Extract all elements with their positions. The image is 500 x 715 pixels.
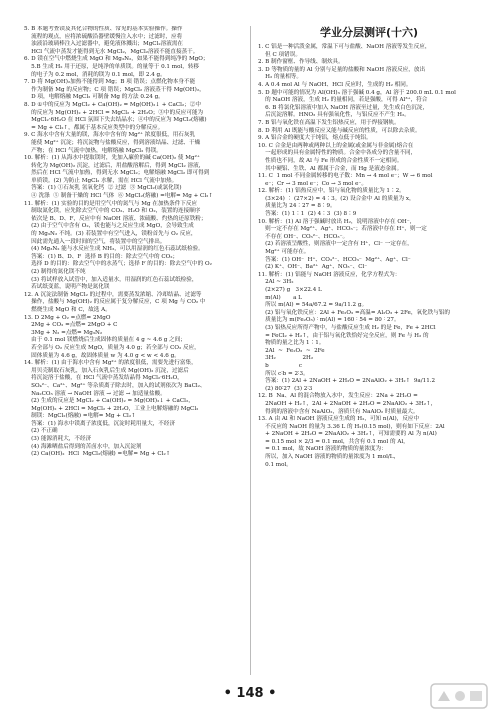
text-line: 3. D 等物质的量的 Al 分别与足量的盐酸和 NaOH 溶液反应，放出 — [258, 66, 426, 73]
text-line: 7. D 将 Mg(OH)₂加热不能得到 Mg；B 项 错误；点燃化物本身不能 — [24, 79, 196, 86]
text-line: 2Mg + CO₂ =点燃= 2MgO + C — [24, 322, 118, 329]
text-line: 14. 解析：(1) 由于海水中含有 Mg²⁺ 的浓度很低，需要先进行富集， — [24, 360, 197, 367]
text-line: 6. D 镁在空气中燃烧生成 MgO 和 Mg₃N₂，如果不能得到纯净的 MgO； — [24, 56, 209, 63]
text-line: 2NaOH + H₂↑，2Al + 2NaOH + 2H₂O = 2NaAlO₂ + 3H₂↑， — [258, 400, 437, 407]
text-line: 答案：(1) B、D、F 选择 B 的目的：除去空气中的 CO₂； — [24, 253, 179, 260]
text-line: + 2NaOH + 2H₂O = 2NaAlO₂ + 3H₂↑，可知需要的 Al 为 n(Al) — [258, 431, 437, 438]
right-column — [258, 26, 480, 681]
text-line: 1. C 铝是一种活泼金属，常温下可与盐酸、NaOH 溶液等发生反应， — [258, 44, 431, 50]
text-line: 答案：(1) 海水中镁离子浓度低，沉淀时耗用量大，不经济 — [24, 420, 176, 427]
text-line: 12. 解析：(1) 铝热反应中，铝与氧化物的质量比为 1∶2。 — [258, 188, 405, 195]
text-line: 若试纸变蓝，说明产物是氮化镁 — [24, 284, 110, 291]
text-line: (2) 铝与氧化铁反应：2Al + Fe₂O₃ =高温= Al₂O₃ + 2Fe，氧化铁与铝的 — [258, 309, 451, 316]
text-line: 的 Mg₃N₂ 不纯。(3) 若装置中有空气进入，镁粉首先与 O₂ 反应， — [24, 231, 197, 238]
text-line: 一起形成的具有金属特性的物质。合金中各成分的含量不同， — [258, 150, 417, 157]
text-line: 后沉淀溶解。HNO₃ 具有强氧化性，与铝反应不产生 H₂。 — [258, 112, 410, 119]
text-line: 10. 解析：(1) Al 溶于强碱时放出 H₂，说明溶液中存在 OH⁻， — [258, 218, 416, 225]
text-line: 制取氮化镁，应先除去空气中的 CO₂、H₂O 和 O₂，装置的连接顺序 — [24, 208, 201, 215]
text-line: 答案：(1) OH⁻ H⁺、CO₃²⁻、HCO₃⁻ Mg²⁺、Ag⁺、Cl⁻ — [258, 256, 411, 263]
text-line: 所以 m(Al) = 54a/67.2 = 9a/11.2 g。 — [258, 302, 368, 309]
text-line: (2) 由于空气中含有 O₂，镁也能与之反应生成 MgO，会导致生成 — [24, 223, 194, 230]
text-line: 不存在 OH⁻、CO₃²⁻、HCO₃⁻。 — [258, 233, 349, 240]
text-line: 2Al ~ Fe₂O₃ ~ 2Fe — [258, 347, 325, 354]
text-line: 5. B 本题考查镁及其化合物的性质、常见的基本实验操作。操作 — [24, 26, 183, 32]
text-line: 流程的观点，应将浓硫酸沿器壁缓慢注入水中；过滤时，应将 — [24, 33, 183, 40]
text-line: 的 NaOH 溶液，生成 H₂ 的量相同，若是强酸，可得 Al³⁺，符合 — [258, 97, 428, 104]
text-line: 12. B Na、Al 的混合物放入水中，发生反应：2Na + 2H₂O = — [258, 393, 418, 400]
text-line: e⁻；Cr → 3 mol e⁻；Co → 3 mol e⁻。 — [258, 180, 367, 187]
text-line: 物质的量之比为 1∶1。 — [258, 340, 325, 347]
text-line: 答案：(1) 1∶1 (2) 4∶3 (3) 8∶9 — [258, 211, 357, 218]
text-line: 然后在 HCl 气流中加热，得到无水 MgCl₂；电解熔融 MgCl₂ 即可得到 — [24, 170, 210, 177]
text-line: 11. 解析：(1) 铝能与 NaOH 溶液反应，化学方程式为： — [258, 271, 401, 278]
text-line: = FeCl₂ + H₂↑，由于铝与氧化铁恰好完全反应，则 Fe 与 H₂ 的 — [258, 332, 429, 339]
text-line: 9. C 海水中含有大量的镁，海水中含有的 Mg²⁺ 浓度很低，用石灰乳 — [24, 132, 196, 139]
text-line: (4) 海滩晒盐后得到的苦卤水中，加入沉淀剂 — [24, 443, 142, 450]
text-line: 9. A 铝合金的硬度大于纯铝，熔点低于纯铝。 — [258, 135, 372, 142]
text-line: (3) 将试样放入试管中，加入适量水，用湿润的红色石蕊试纸检验， — [24, 276, 198, 283]
text-line: = 0.15 mol × 2/3 = 0.1 mol，共含有 0.1 mol 的 Al， — [258, 438, 409, 445]
text-line: Mg(OH)₂ + 2HCl = MgCl₂ + 2H₂O，工业上电解熔融的 MgCl₂ — [24, 405, 199, 412]
text-line: 2. B 制作窗框、作导线、制炊具。 — [258, 59, 344, 66]
text-line: 的电子为 0.2 mol，消耗的镁为 0.1 mol，即 2.4 g。 — [24, 71, 166, 78]
text-line: 若全部与 O₂ 反应生成 MgO，质量为 4.0 g；若全部与 CO₂ 反应， — [24, 344, 200, 351]
text-line: (2) 不正确 — [24, 428, 58, 435]
text-line: 8. D 利用 Al 既能与酸反应又能与碱反应的性质，可以除去杂质。 — [258, 127, 421, 134]
text-line: 3Mg + N₂ =点燃= Mg₃N₂ — [24, 329, 103, 336]
text-line: 作为制备 Mg 的反应物；C 项 错误；MgCl₂ 溶液蒸干得 Mg(OH)₂， — [24, 86, 205, 93]
text-line: 13. A 由 Al 和 NaOH 溶液反应生成的 H₂，可知 n(Al)，反应中 — [258, 416, 420, 423]
text-line: 5. D 题中可能的情况为 Al(OH)₃ 溶于强碱 0.4 g，Al 溶于 200.0 mL 0.1 mol — [258, 89, 456, 96]
text-line: 性质也不同，故 Al 与 Fe 形成的合金性质不一定相同。 — [258, 157, 403, 164]
section-title: 学业分层测评(十六) — [319, 26, 419, 39]
text-line: HCl 气流中蒸发才能得到无水 MgCl₂，MgCl₂溶液不能直接蒸干。 — [24, 48, 199, 55]
text-line: (2×27) g 3×22.4 L — [258, 287, 322, 293]
text-line: = 0.1 mol，故 NaOH 溶液的物质的量浓度为： — [258, 446, 387, 453]
text-line: 得到的溶液中含有 NaAlO₂，溶质只有 NaAlO₂ 时质量最大。 — [258, 408, 419, 415]
text-line: 2Al ~ 3H₂ — [258, 279, 294, 286]
text-line: 操作，盐酸与 Mg(OH)₂ 的反应属于复分解反应，C 项 Mg 与 CO₂ 中 — [24, 299, 206, 306]
text-line: 5.B 生成 H₂ 用于还原，是纯净的单质镁。的量等于 0.1 mol，转移 — [24, 63, 200, 70]
text-line: 的反应为 Mg(OH)₂ + 2HCl = MgCl₂ + 2H₂O；③中的反应可能为 — [24, 109, 204, 116]
text-line: 0.1 mol。 — [258, 461, 292, 468]
text-line: (3) 铝热反应所得产物中，与盐酸反应生成 H₂ 的是 Fe，Fe + 2HCl — [258, 324, 436, 331]
text-line: (2) 若溶液呈酸性，则溶液中一定含有 H⁺，Cl⁻ 一定存在， — [258, 241, 413, 248]
text-line: H₂ 的量相等。 — [258, 74, 302, 81]
text-line: 由于 0.1 mol 镁燃烧后生成固体的质量在 4 g ~ 4.6 g 之间； — [24, 337, 186, 344]
text-line: 质量比为 24∶27 = 8∶9。 — [258, 203, 336, 210]
text-line: 单质镁。(2) 为防止 MgCl₂ 水解，需在 HCl 气流中加热。 — [24, 177, 178, 184]
text-line: = Mg + Cl₂↑，都属于基本反应类型中的分解反应。 — [24, 124, 164, 131]
text-line: 固体质量为 4.6 g，故固体质量 w 为 4.0 g < w < 4.6 g。 — [24, 352, 180, 359]
text-line: (4) Mg₃N₂ 能与水反应生成 NH₃，可以用湿润的红色石蕊试纸检验。 — [24, 246, 204, 253]
text-line: 浊液沿玻璃棒注入过滤器中，避免液体溅出；MgCl₂溶液需在 — [24, 41, 183, 48]
text-line: 13. D 2Mg + O₂ =点燃= 2MgO — [24, 314, 111, 321]
text-line: 3H₂ 2H₂ — [258, 355, 314, 362]
text-line: 则一定不存在 Mg²⁺、Ag⁺、HCO₃⁻；若溶液中存在 H⁺，则一定 — [258, 226, 427, 233]
text-line: SO₄²⁻、Ca²⁺、Mg²⁺ 等杂质离子除去时，加入的试剂依次为 BaCl₂、 — [24, 382, 206, 389]
text-line: 8. D ①中的反应为 MgCl₂ + Ca(OH)₂ = Mg(OH)₂↓ + CaCl₂；②中 — [24, 101, 201, 108]
text-line: 产物；在 HCl 气流中加热，电解熔融 MgCl₂ 得镁。 — [24, 147, 162, 154]
text-line: Na₂CO₃ 溶液 → NaOH 溶液 → 过滤 → 加适量盐酸。 — [24, 390, 166, 397]
text-line: MgCl₂·6H₂O 在 HCl 氛围下失去结晶水；④中的反应为 MgCl₂(熔融) — [24, 117, 207, 124]
text-line: 11. C 1 mol 不同金属转移的电子数：Mn → 4 mol e⁻；W → 6 mol — [258, 173, 433, 180]
text-line: b c — [258, 362, 303, 369]
text-line: (2) 80∶27 (3) 2∶3 — [258, 385, 313, 392]
text-line: 12. A 沉淀法制备 MgCl₂ 的过程中，需要蒸发浓缩、冷却结晶、过滤等 — [24, 291, 202, 298]
text-line: 但 C 项错误。 — [258, 51, 301, 58]
text-line: 能使 Mg²⁺ 沉淀；将沉淀物与盐酸反应，得到溶液结晶、过滤、干燥 — [24, 139, 201, 146]
text-line: (2) 制得的氮化镁不纯 — [24, 269, 86, 275]
left-column — [24, 26, 246, 681]
watermark-logo — [430, 683, 488, 709]
text-line: 将沉淀溶于盐酸，在 HCl 气流中蒸发结晶得 MgCl₂·6H₂O， — [24, 375, 183, 382]
text-line: D 项，电解熔融 MgCl₂ 可制备 Mg 的方法 0.24 g。 — [24, 94, 164, 101]
text-line: 7. B 铝与氧化铁在高温下发生铝热反应，用于焊接钢轨。 — [258, 119, 400, 126]
text-line: ④ 洗涤 ⑤ 制备干燥的 HCl 气体 ⑥ MgCl₂(熔融) =电解= Mg + Cl₂↑ — [24, 193, 214, 200]
text-line: 所以，加入 NaOH 溶液的物质的量浓度为 1 mol/L， — [258, 454, 400, 461]
text-line: 因此需先通入一段时间的空气，将装置中的空气排出。 — [24, 238, 166, 245]
text-line: 其中硬铝、生铁、Al 都属于合金，而 Hg 是液态金属。 — [258, 165, 403, 172]
text-line: 11. 解析：(1) 实验的目的是用空气中的氮气与 Mg 在加热条件下反应 — [24, 200, 198, 207]
text-line: 燃烧生成 MgO 和 C，故选 A。 — [24, 306, 111, 313]
page-number: • 148 • — [223, 686, 277, 701]
text-line: 转化为 Mg(OH)₂ 沉淀，过滤后，用盐酸溶解后，得到 MgCl₂ 溶液， — [24, 162, 205, 169]
text-line: (2) K⁺、OH⁻、Ba²⁺ Ag⁺、NO₃⁻、Cl⁻ — [258, 264, 368, 271]
text-line: (2) 生成的反应是 MgCl₂ + Ca(OH)₂ = Mg(OH)₂↓ + CaCl₂， — [24, 398, 194, 405]
text-line: 6. B 将氯化铝溶液中加入 NaOH 溶液至过量，先生成白色沉淀， — [258, 104, 429, 111]
text-line: (3×24) ∶ (27×2) = 4∶3。(2) 设合金中 Al 的质量为 x， — [258, 195, 415, 202]
text-line: 质量比为 m(Fe₂O₃) ∶ m(Al) = 160 ∶ 54 = 80 ∶ 27。 — [258, 317, 400, 324]
text-line: 依次是 B、D、F，反应中有 NaOH 溶液、浓硫酸、灼热的还原铁粉； — [24, 215, 207, 222]
text-line: Mg²⁺ 可能存在。 — [258, 249, 310, 256]
text-line: 不反应的 NaOH 的量为 3.36 L 的 H₂(0.15 mol)，则有如下反应：2Al — [258, 423, 445, 430]
text-line: 所以 c∶b = 2∶3。 — [258, 370, 309, 377]
column-divider — [250, 26, 251, 675]
text-line: (3) 能源消耗大，不经济 — [24, 436, 92, 443]
text-line: 选择 D 的目的：除去空气中的水蒸气；选择 F 的目的：除去空气中的 O₂ — [24, 261, 212, 268]
text-line: 答案：(1) ①石灰乳 氢氧化钙 ② 过滤 ③ MgCl₂(或氯化镁) — [24, 185, 182, 192]
text-line: 10. C 合金是由两种或两种以上的金属(或金属与非金属)熔合在 — [258, 142, 414, 149]
text-line: 4. A 0.4 mol Al 与 NaOH、HCl 反应时，生成的 H₂ 相同。 — [258, 81, 412, 88]
text-line: 答案：(1) 2Al + 2NaOH + 2H₂O = 2NaAlO₂ + 3H₂↑ 9a/11.2 — [258, 378, 436, 385]
text-line: 用贝壳制取石灰乳，加入石灰乳后生成 Mg(OH)₂ 沉淀，过滤后 — [24, 367, 189, 374]
right-column-body — [258, 44, 480, 469]
text-line: m(Al) a L — [258, 294, 302, 301]
text-line: 10. 解析：(1) 从海水中提取镁时，先加入廉价的碱 Ca(OH)₂ 使 Mg²⁺ — [24, 155, 200, 162]
text-line: (2) Ca(OH)₂ HCl MgCl₂(熔融) =电解= Mg + Cl₂↑ — [24, 451, 171, 458]
text-line: 制镁：MgCl₂(熔融) =电解= Mg + Cl₂↑ — [24, 413, 136, 420]
